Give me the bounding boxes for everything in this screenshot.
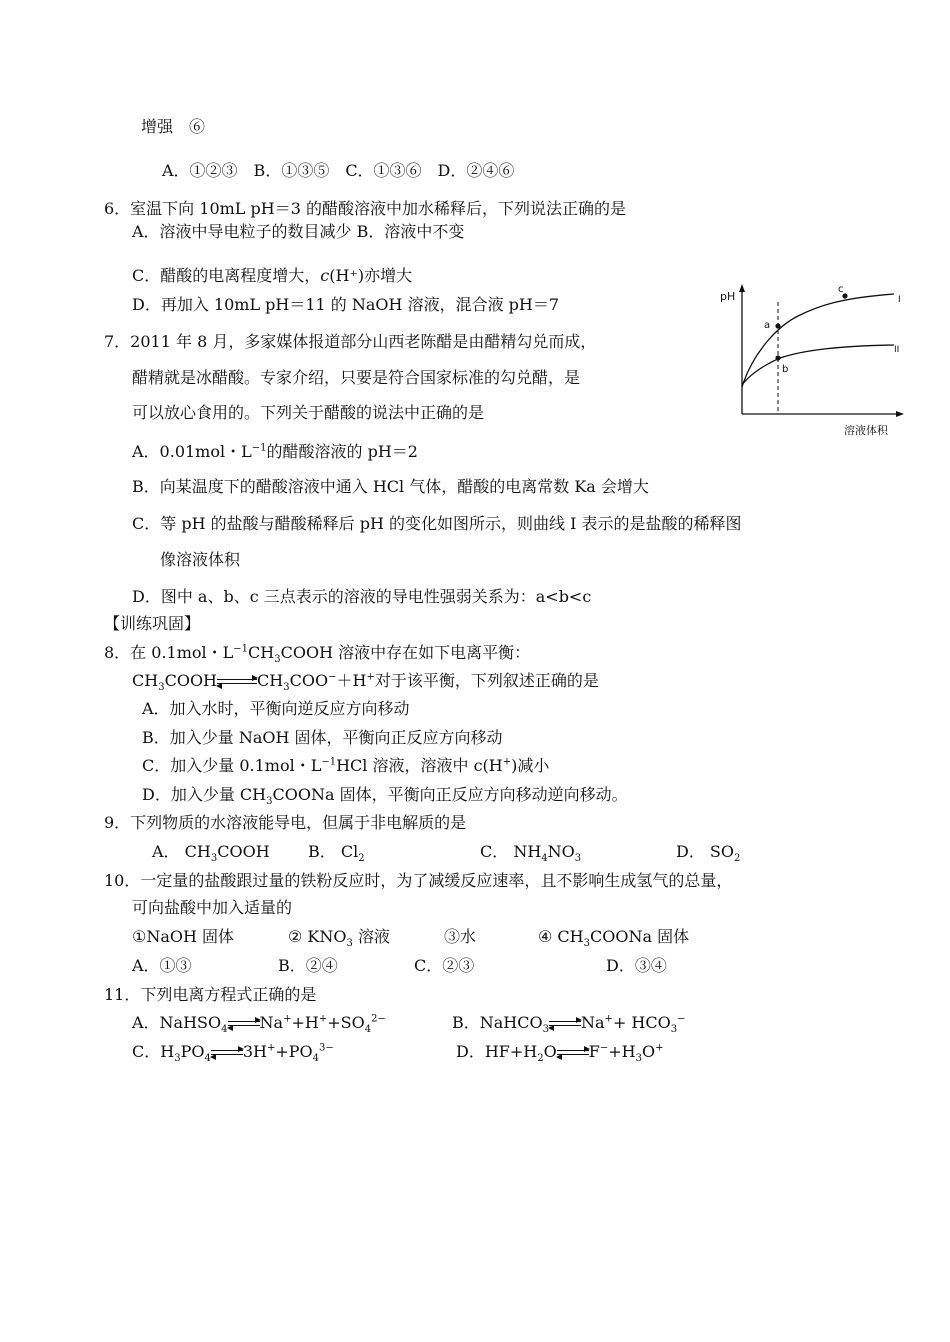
q7-stem-2: 醋精就是冰醋酸。专家介绍，只要是符合国家标准的勾兑醋，是 [132,368,581,387]
q10-item-4: ④ $CH_3COONa$ 固体 [538,927,690,950]
q10-option-a: A．①③ [132,956,192,975]
q11-option-b: B．NaHCO$_3$ $Na^++ HCO_3^-$ [452,1013,686,1036]
curve-ii-label: II [894,345,900,355]
q10-item-3: ③水 [444,927,477,946]
q11-option-c: C．$H_3PO_4$ $3H^++PO_4^{3-}$ [132,1042,334,1065]
curve-i [742,294,894,387]
q6-option-d: D．再加入 10mL pH＝11 的 NaOH 溶液，混合液 pH＝7 [132,295,560,314]
q10-stem-1: 10．一定量的盐酸跟过量的铁粉反应时，为了减缓反应速率，且不影响生成氢气的总量， [104,871,733,890]
q11-option-a: A．NaHSO$_4$ $Na^++H^++SO_4^{2-}$ [132,1013,386,1036]
equilibrium-arrow-icon [549,1018,581,1030]
x-axis-label: 溶液体积 [844,424,888,437]
section-title: 【训练巩固】 [104,614,201,633]
q10-option-c: C．②③ [414,956,475,975]
q8-option-d: D．加入少量 $CH_3COONa$ 固体，平衡向正反应方向移动逆向移动。 [142,785,628,808]
q11-option-d: D．$HF+H_2O$ $F^-+H_3O^+$ [456,1042,664,1065]
q6-option-c: C．醋酸的电离程度增大，c(H⁺)亦增大 [132,266,413,285]
q11-stem: 11．下列电离方程式正确的是 [104,985,317,1004]
q8-stem: 8．在 0.1mol・$L^{-1}CH_3COOH$ 溶液中存在如下电离平衡： [104,643,531,666]
line-enhance: 增强 ⑥ [141,117,206,136]
q10-option-b: B．②④ [278,956,338,975]
q10-stem-2: 可向盐酸中加入适量的 [132,898,293,917]
q7-option-b: B．向某温度下的醋酸溶液中通入 HCl 气体，醋酸的电离常数 Ka 会增大 [132,477,649,496]
point-a-label: a [764,320,771,331]
q6-option-a: A．溶液中导电粒子的数目减少 B．溶液中不变 [132,222,465,241]
q10-option-d: D．③④ [606,956,667,975]
q7-option-c-cont: 像溶液体积 [160,550,241,569]
q9-option-a: A． $CH_3COOH$ [152,842,270,865]
q9-stem: 9．下列物质的水溶液能导电，但属于非电解质的是 [104,813,467,832]
point-b-label: b [782,364,789,375]
ph-dilution-figure [708,282,908,442]
q8-option-a: A．加入水时，平衡向逆反应方向移动 [142,699,410,718]
equilibrium-arrow-icon [228,1018,260,1030]
q10-item-2: ② $KNO_3$ 溶液 [288,927,390,950]
curve-ii [742,345,894,385]
q9-option-d: D． $SO_2$ [676,842,741,865]
q7-stem-1: 7．2011 年 8 月，多家媒体报道部分山西老陈醋是由醋精勾兑而成， [104,332,597,351]
q10-item-1: ①NaOH 固体 [132,927,235,946]
curve-i-label: I [898,295,901,305]
q8-equation: $CH_3COOH$ $CH_3COO^-+H^+$对于该平衡，下列叙述正确的是 [132,671,599,694]
q9-option-b: B． $Cl_2$ [308,842,365,865]
q7-option-c: C．等 pH 的盐酸与醋酸稀释后 pH 的变化如图所示，则曲线 I 表示的是盐酸的稀释图 [132,514,742,533]
q9-option-c: C． $NH_4NO_3$ [480,842,582,865]
point-a-marker [775,323,780,328]
equilibrium-arrow-icon [211,1047,243,1059]
q6-stem: 6．室温下向 10mL pH＝3 的醋酸溶液中加水稀释后，下列说法正确的是 [104,199,626,218]
point-b-marker [775,355,780,360]
equilibrium-arrow-icon [557,1047,589,1059]
y-axis-arrow-icon [739,284,745,292]
q7-option-a: A．0.01mol・$L^{-1}$的醋酸溶液的 pH＝2 [132,442,418,461]
q8-option-c: C．加入少量 0.1mol・$L^{-1}HCl$ 溶液，溶液中 c(H+)减小 [142,756,550,775]
q7-option-d: D．图中 a、b、c 三点表示的溶液的导电性强弱关系为：a<b<c [132,587,592,606]
x-axis-arrow-icon [896,411,904,417]
y-axis-label: pH [720,290,736,303]
equilibrium-arrow-icon [217,676,257,688]
q5-options: A．①②③ B．①③⑤ C．①③⑥ D．②④⑥ [162,161,515,180]
point-c-label: c [838,284,844,295]
q8-option-b: B．加入少量 NaOH 固体，平衡向正反应方向移动 [142,728,503,747]
q7-stem-3: 可以放心食用的。下列关于醋酸的说法中正确的是 [132,403,485,422]
